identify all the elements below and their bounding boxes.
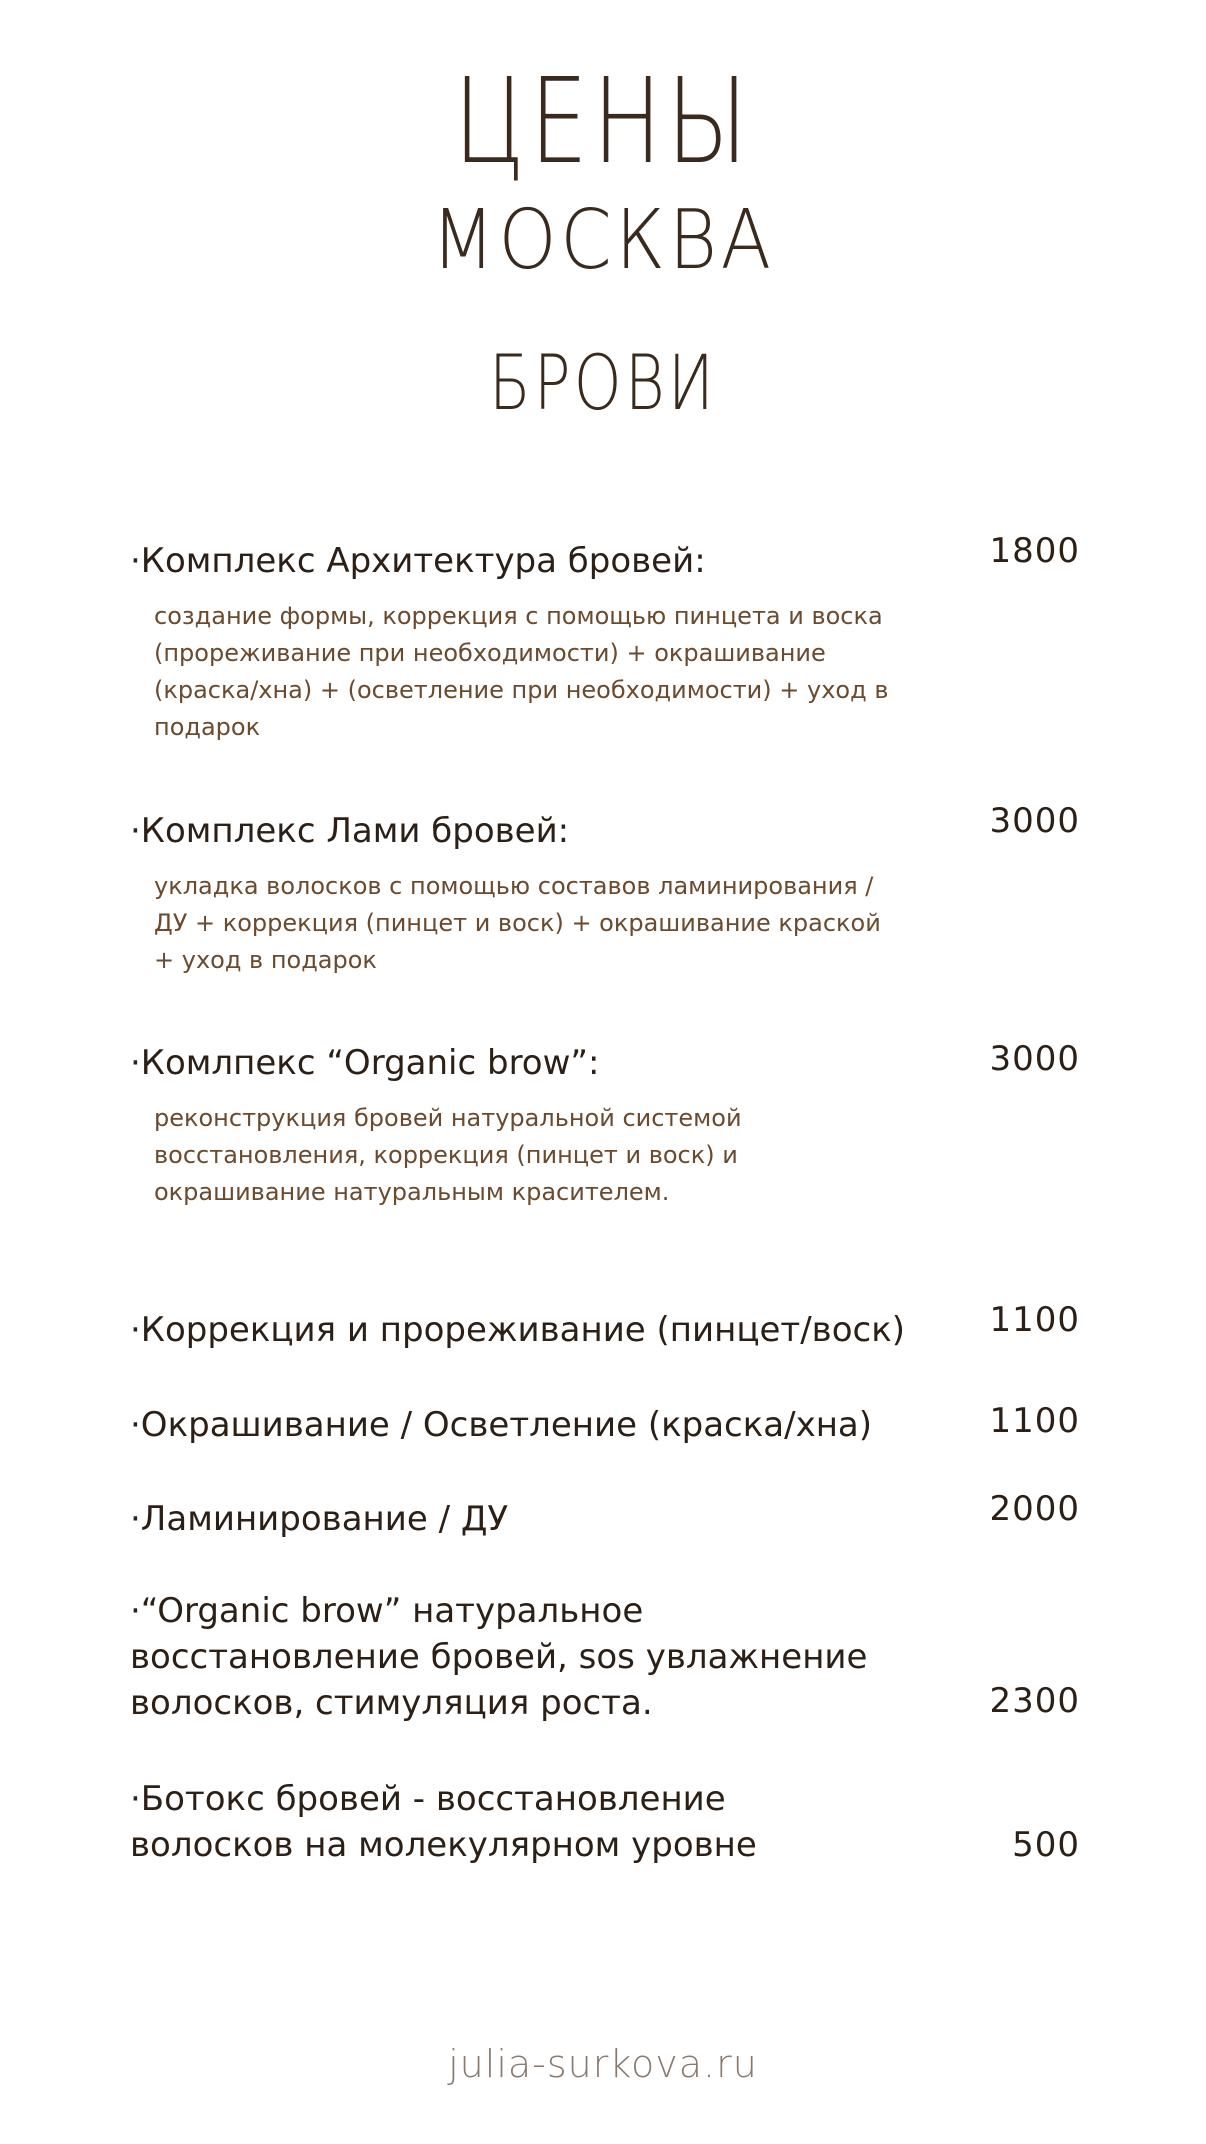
service-item — [130, 801, 1080, 979]
service-name: ·Окрашивание / Осветление (краска/хна) — [130, 1405, 873, 1445]
service-name: ·Ламинирование / ДУ — [130, 1499, 509, 1539]
service-item — [130, 1776, 1080, 1868]
website-link[interactable]: julia-surkova.ru — [448, 2042, 758, 2086]
service-price: 1100 — [989, 1300, 1080, 1340]
service-item — [130, 531, 1080, 746]
service-name: ·Комплекс Архитектура бровей: — [130, 541, 706, 581]
service-item — [130, 1040, 1080, 1211]
service-price: 2000 — [989, 1489, 1080, 1529]
service-name: ·“Organic brow” натуральное восстановление бровей, sos увлажнение волосков, стимуляция роста. — [130, 1591, 868, 1723]
service-name: ·Ботокс бровей - восстановление волосков на молекулярном уровне — [130, 1779, 757, 1865]
price-title: ЦЕНЫ — [453, 52, 753, 190]
service-description: создание формы, коррекция с помощью пинцета и воска (прореживание при необходимости) + окрашивание (краска/хна) + (осветление при необходимости) + уход в подарок — [154, 602, 889, 741]
service-price: 3000 — [989, 801, 1080, 841]
service-price: 500 — [1012, 1825, 1080, 1865]
service-item — [130, 1300, 1080, 1353]
service-item — [130, 1402, 1080, 1448]
service-item — [130, 1588, 1080, 1726]
service-price: 3000 — [989, 1039, 1080, 1079]
service-item — [130, 1489, 1080, 1542]
service-name: ·Комплекс Лами бровей: — [130, 811, 570, 851]
service-price: 1800 — [989, 531, 1080, 571]
service-name: ·Комлпекс “Organic brow”: — [130, 1043, 600, 1083]
city-title: МОСКВА — [431, 193, 775, 288]
service-description: реконструкция бровей натуральной системой восстановления, коррекция (пинцет и воск) и окрашивание натуральным красителем. — [154, 1104, 742, 1206]
service-price: 2300 — [989, 1681, 1080, 1721]
section-title: БРОВИ — [489, 338, 717, 427]
service-price: 1100 — [989, 1401, 1080, 1441]
service-description: укладка волосков с помощью составов ламинирования /ДУ + коррекция (пинцет и воск) + окрашивание краской + уход в подарок — [154, 872, 881, 974]
service-name: ·Коррекция и прореживание (пинцет/воск) — [130, 1310, 906, 1350]
